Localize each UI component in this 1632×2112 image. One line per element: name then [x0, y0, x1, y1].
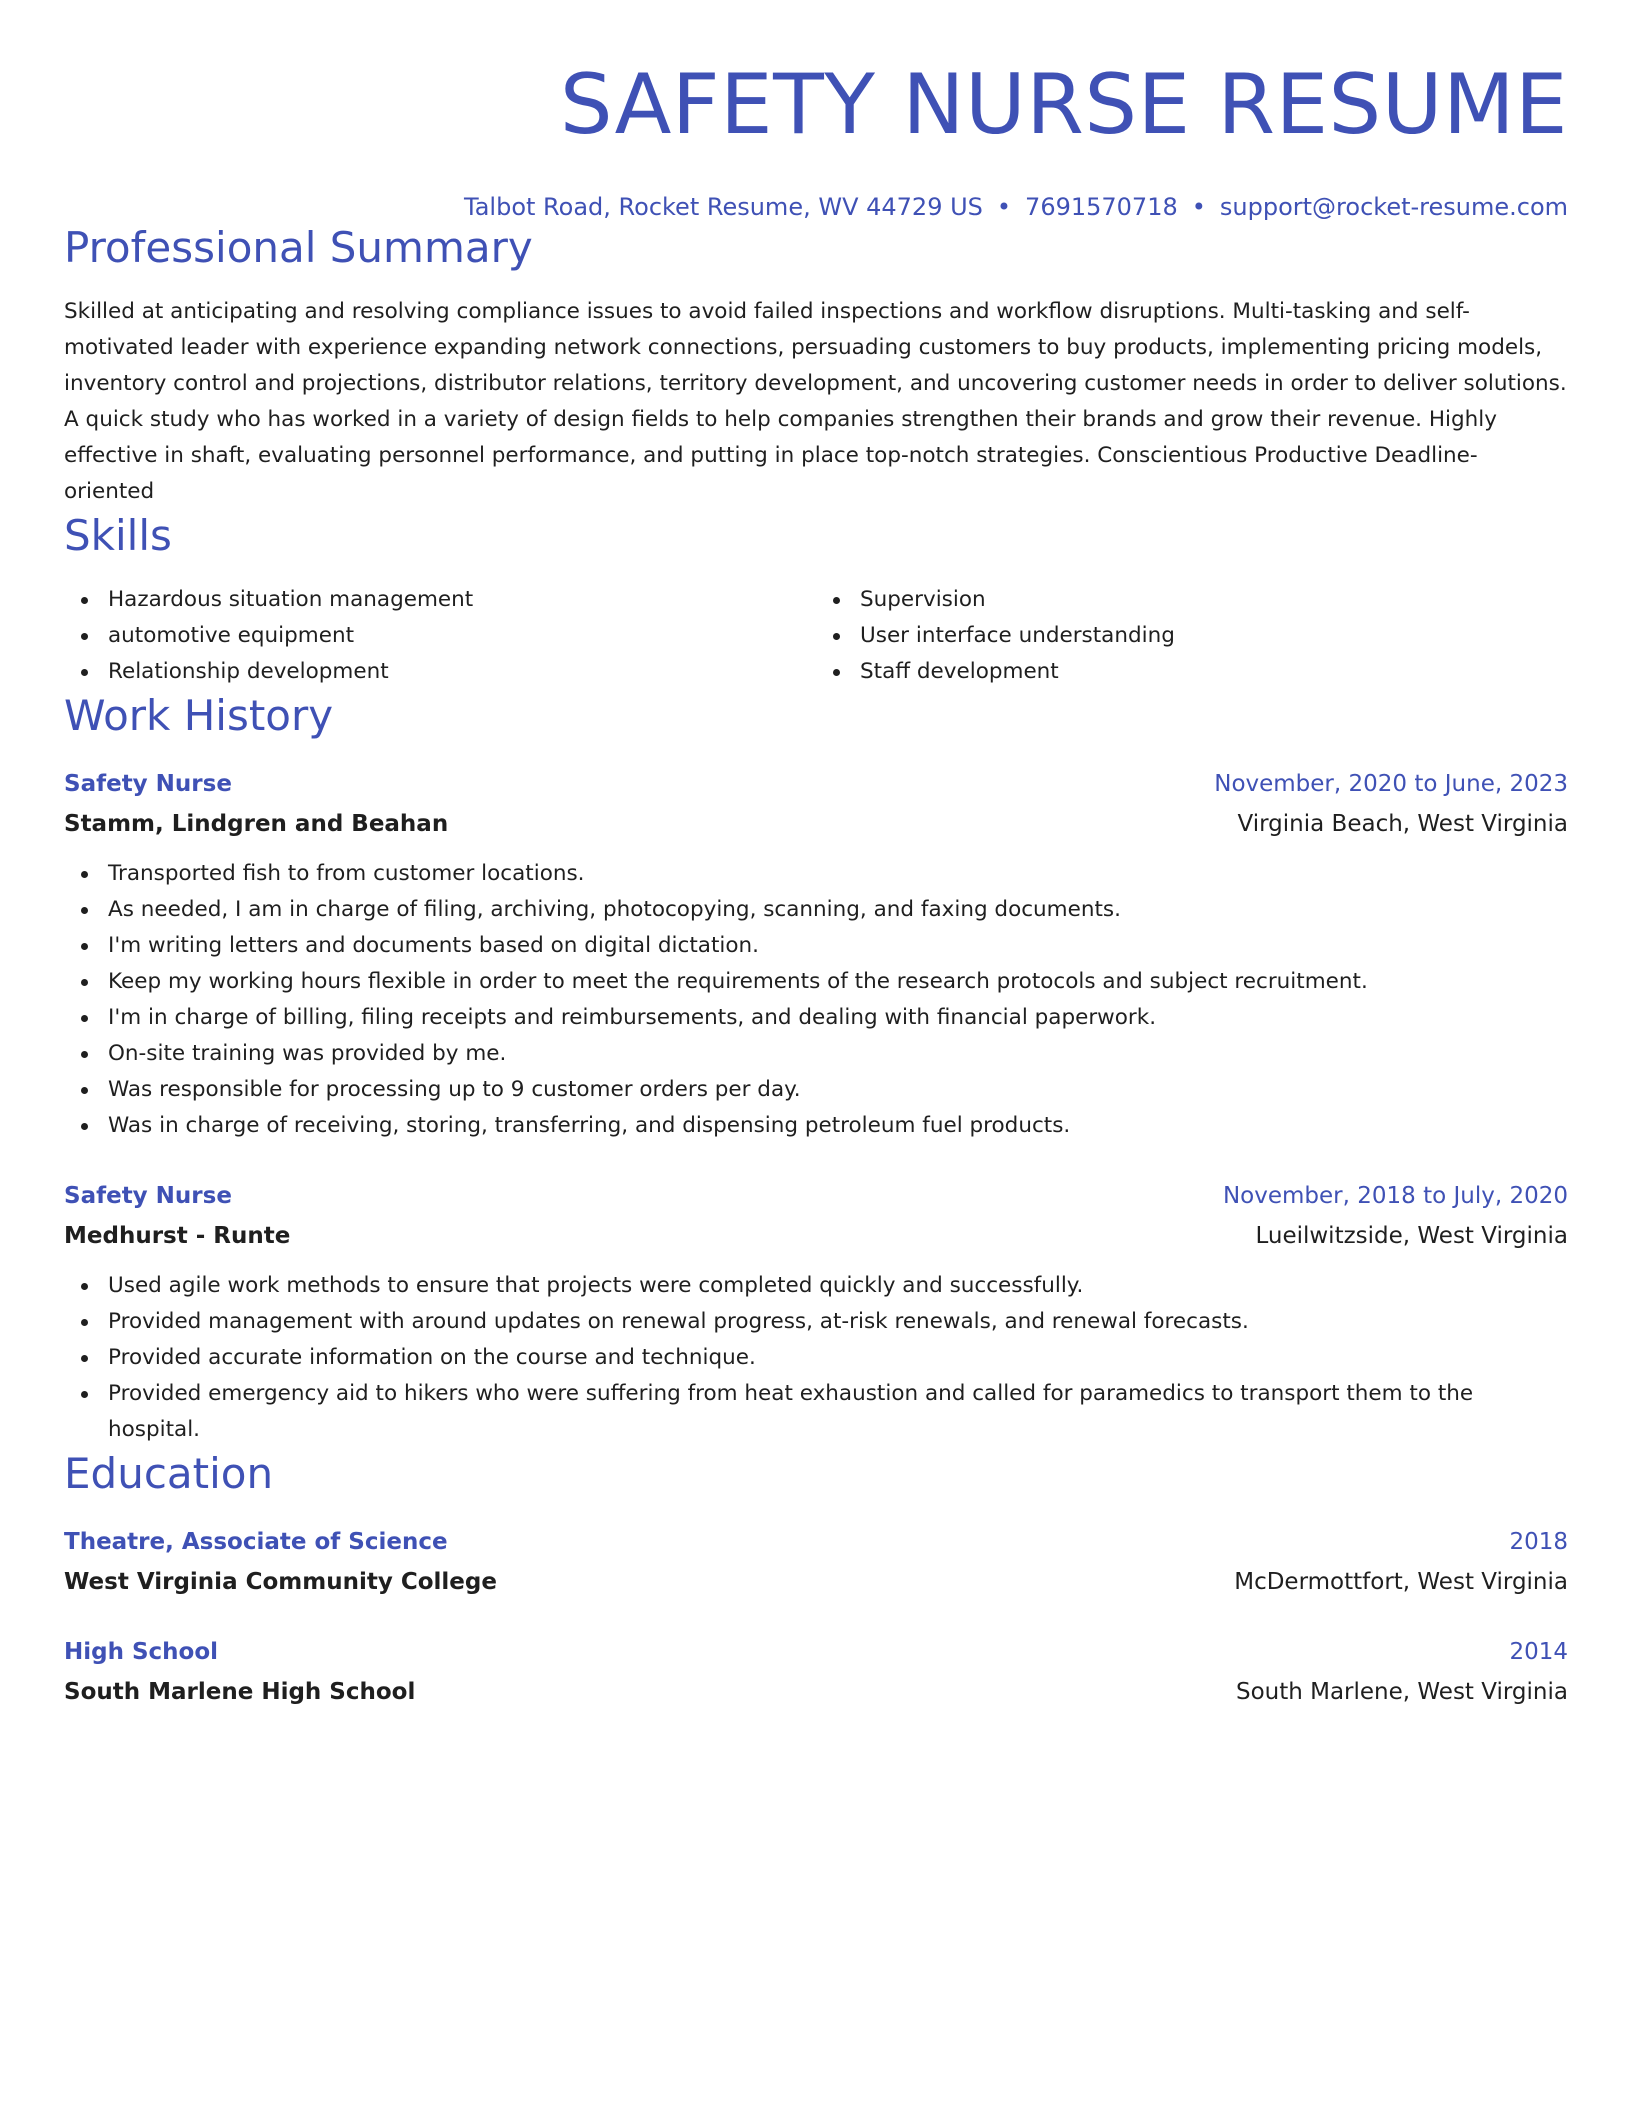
skill-item: User interface understanding	[860, 618, 1568, 654]
job-title-row	[64, 1176, 1568, 1216]
education-location: South Marlene, West Virginia	[1235, 1679, 1568, 1705]
job-duty: Provided emergency aid to hikers who were suffering from heat exhaustion and called for paramedics to transport them to the hospital.	[108, 1376, 1568, 1448]
job-title: Safety Nurse	[64, 771, 232, 797]
education-school-row	[64, 1562, 1568, 1602]
job-company: Medhurst - Runte	[64, 1223, 291, 1249]
job-dates: November, 2020 to June, 2023	[1214, 771, 1568, 797]
education-year: 2018	[1509, 1529, 1568, 1555]
education-heading: Education	[64, 1449, 274, 1498]
job-duty: Keep my working hours flexible in order to meet the requirements of the research protocols and subject recruitment.	[108, 964, 1568, 1000]
education-degree: High School	[64, 1639, 219, 1665]
contact-separator: •	[996, 193, 1012, 221]
education-location: McDermottfort, West Virginia	[1234, 1569, 1568, 1595]
education-entry	[64, 1632, 1568, 1712]
job-duty: Transported fish to from customer locations.	[108, 856, 1568, 892]
skill-item: Supervision	[860, 582, 1568, 618]
job-company-row	[64, 804, 1568, 844]
job-duty: Was in charge of receiving, storing, transferring, and dispensing petroleum fuel products.	[108, 1108, 1568, 1144]
education-year: 2014	[1509, 1639, 1568, 1665]
job-location: Lueilwitzside, West Virginia	[1255, 1223, 1568, 1249]
job-entry	[64, 764, 1568, 1144]
skill-item: Relationship development	[108, 654, 816, 690]
job-duties	[64, 1268, 1568, 1448]
job-company: Stamm, Lindgren and Beahan	[64, 811, 449, 837]
job-duty: Used agile work methods to ensure that projects were completed quickly and successfully.	[108, 1268, 1568, 1304]
job-duty: Was responsible for processing up to 9 customer orders per day.	[108, 1072, 1568, 1108]
contact-separator: •	[1191, 193, 1206, 221]
skill-item: Staff development	[860, 654, 1568, 690]
work-history-heading: Work History	[64, 691, 334, 740]
job-company-row	[64, 1216, 1568, 1256]
job-title-row	[64, 764, 1568, 804]
contact-email: support@rocket-resume.com	[1219, 193, 1568, 221]
summary-heading: Professional Summary	[64, 223, 533, 272]
job-duty: I'm in charge of billing, filing receipts and reimbursements, and dealing with financial paperwork.	[108, 1000, 1568, 1036]
summary-text: Skilled at anticipating and resolving compliance issues to avoid failed inspections and workflow disruptions. Multi-tasking and self-motivated leader with experience expanding network connections, persuading customers to buy products, implementing pricing models, inventory control and projections, distributor relations, territory development, and uncovering customer needs in order to deliver solutions. A quick study who has worked in a variety of design fields to help companies strengthen their brands and grow their revenue. Highly effective in shaft, evaluating personnel performance, and putting in place top-notch strategies. Conscientious Productive Deadline-oriented	[64, 299, 1567, 504]
contact-phone: 7691570718	[1025, 193, 1178, 221]
education-degree-row	[64, 1632, 1568, 1672]
job-duty: On-site training was provided by me.	[108, 1036, 1568, 1072]
education-school-row	[64, 1672, 1568, 1712]
skills-column-right	[816, 582, 1568, 690]
job-entry	[64, 1176, 1568, 1448]
job-duty: Provided management with around updates on renewal progress, at-risk renewals, and renewal forecasts.	[108, 1304, 1568, 1340]
job-dates: November, 2018 to July, 2020	[1222, 1183, 1568, 1209]
skill-item: Hazardous situation management	[108, 582, 816, 618]
job-location: Virginia Beach, West Virginia	[1237, 811, 1568, 837]
resume-title: SAFETY NURSE RESUME	[559, 56, 1568, 153]
job-duties	[64, 856, 1568, 1144]
job-duty: Provided accurate information on the course and technique.	[108, 1340, 1568, 1376]
education-school: South Marlene High School	[64, 1679, 416, 1705]
job-duty: As needed, I am in charge of filing, archiving, photocopying, scanning, and faxing documents.	[108, 892, 1568, 928]
job-duty: I'm writing letters and documents based on digital dictation.	[108, 928, 1568, 964]
education-degree-row	[64, 1522, 1568, 1562]
education-entry	[64, 1522, 1568, 1602]
contact-address: Talbot Road, Rocket Resume, WV 44729 US	[464, 193, 983, 221]
skills-list	[64, 582, 1568, 690]
skills-column-left	[64, 582, 816, 690]
skills-heading: Skills	[64, 511, 172, 560]
skill-item: automotive equipment	[108, 618, 816, 654]
education-degree: Theatre, Associate of Science	[64, 1529, 448, 1555]
contact-line	[64, 192, 1568, 222]
education-school: West Virginia Community College	[64, 1569, 497, 1595]
job-title: Safety Nurse	[64, 1183, 232, 1209]
